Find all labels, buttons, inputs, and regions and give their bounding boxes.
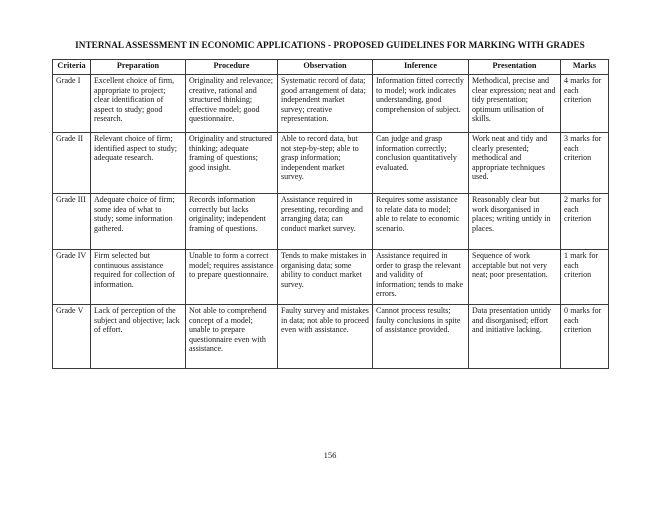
column-header-procedure: Procedure [186, 60, 278, 75]
table-row-grade-v [53, 305, 609, 369]
cell-preparation: Firm selected but continuous assistance required for collection of information. [91, 250, 186, 305]
cell-inference: Information fitted correctly to model; work indicates understanding, good comprehension of subject. [373, 75, 469, 133]
cell-procedure: Not able to comprehend concept of a model; unable to prepare questionnaire even with assistance. [186, 305, 278, 369]
cell-preparation: Adequate choice of firm; some idea of what to study; some information gathered. [91, 194, 186, 250]
table-row-grade-iii [53, 194, 609, 250]
cell-presentation: Work neat and tidy and clearly presented; methodical and appropriate techniques used. [469, 133, 561, 194]
cell-presentation: Sequence of work acceptable but not very neat; poor presentation. [469, 250, 561, 305]
cell-marks: 4 marks for each criterion [561, 75, 609, 133]
cell-observation: Able to record data, but not step-by-step; able to grasp information; independent market survey. [278, 133, 373, 194]
cell-criteria: Grade IV [53, 250, 91, 305]
cell-observation: Tends to make mistakes in organising data; some ability to conduct market survey. [278, 250, 373, 305]
cell-procedure: Originality and structured thinking; adequate framing of questions; good insight. [186, 133, 278, 194]
column-header-marks: Marks [561, 60, 609, 75]
table-row-grade-i [53, 75, 609, 133]
table-row-grade-iv [53, 250, 609, 305]
column-header-criteria: Criteria [53, 60, 91, 75]
cell-presentation: Reasonably clear but work disorganised in places; writing untidy in places. [469, 194, 561, 250]
cell-procedure: Originality and relevance; creative, rational and structured thinking; effective model; good questionnaire. [186, 75, 278, 133]
page-title: INTERNAL ASSESSMENT IN ECONOMIC APPLICATIONS - PROPOSED GUIDELINES FOR MARKING WITH GRADES [75, 40, 585, 50]
column-header-preparation: Preparation [91, 60, 186, 75]
column-header-inference: Inference [373, 60, 469, 75]
column-header-observation: Observation [278, 60, 373, 75]
cell-criteria: Grade V [53, 305, 91, 369]
cell-inference: Can judge and grasp information correctly; conclusion quantitatively evaluated. [373, 133, 469, 194]
cell-criteria: Grade III [53, 194, 91, 250]
cell-marks: 1 mark for each criterion [561, 250, 609, 305]
cell-procedure: Records information correctly but lacks originality; independent framing of questions. [186, 194, 278, 250]
cell-procedure: Unable to form a correct model; requires assistance to prepare questionnaire. [186, 250, 278, 305]
cell-observation: Assistance required in presenting, recording and arranging data; can conduct market survey. [278, 194, 373, 250]
cell-marks: 3 marks for each criterion [561, 133, 609, 194]
rubric-table [52, 59, 609, 369]
cell-inference: Requires some assistance to relate data to model; able to relate to economic scenario. [373, 194, 469, 250]
column-header-presentation: Presentation [469, 60, 561, 75]
cell-observation: Faulty survey and mistakes in data; not able to proceed even with assistance. [278, 305, 373, 369]
cell-criteria: Grade II [53, 133, 91, 194]
cell-preparation: Excellent choice of firm, appropriate to project; clear identification of aspect to study; good research. [91, 75, 186, 133]
cell-criteria: Grade I [53, 75, 91, 133]
cell-marks: 0 marks for each criterion [561, 305, 609, 369]
cell-marks: 2 marks for each criterion [561, 194, 609, 250]
cell-inference: Cannot process results; faulty conclusions in spite of assistance provided. [373, 305, 469, 369]
cell-inference: Assistance required in order to grasp the relevant and validity of information; tends to make errors. [373, 250, 469, 305]
cell-presentation: Data presentation untidy and disorganised; effort and initiative lacking. [469, 305, 561, 369]
cell-preparation: Relevant choice of firm; identified aspect to study; adequate research. [91, 133, 186, 194]
page-number: 156 [323, 450, 337, 460]
cell-preparation: Lack of perception of the subject and objective; lack of effort. [91, 305, 186, 369]
table-header-row [53, 60, 609, 75]
table-row-grade-ii [53, 133, 609, 194]
cell-presentation: Methodical, precise and clear expression; neat and tidy presentation; optimum utilisation of skills. [469, 75, 561, 133]
cell-observation: Systematic record of data; good arrangement of data; independent market survey; creative representation. [278, 75, 373, 133]
rubric-table-container [52, 59, 608, 369]
